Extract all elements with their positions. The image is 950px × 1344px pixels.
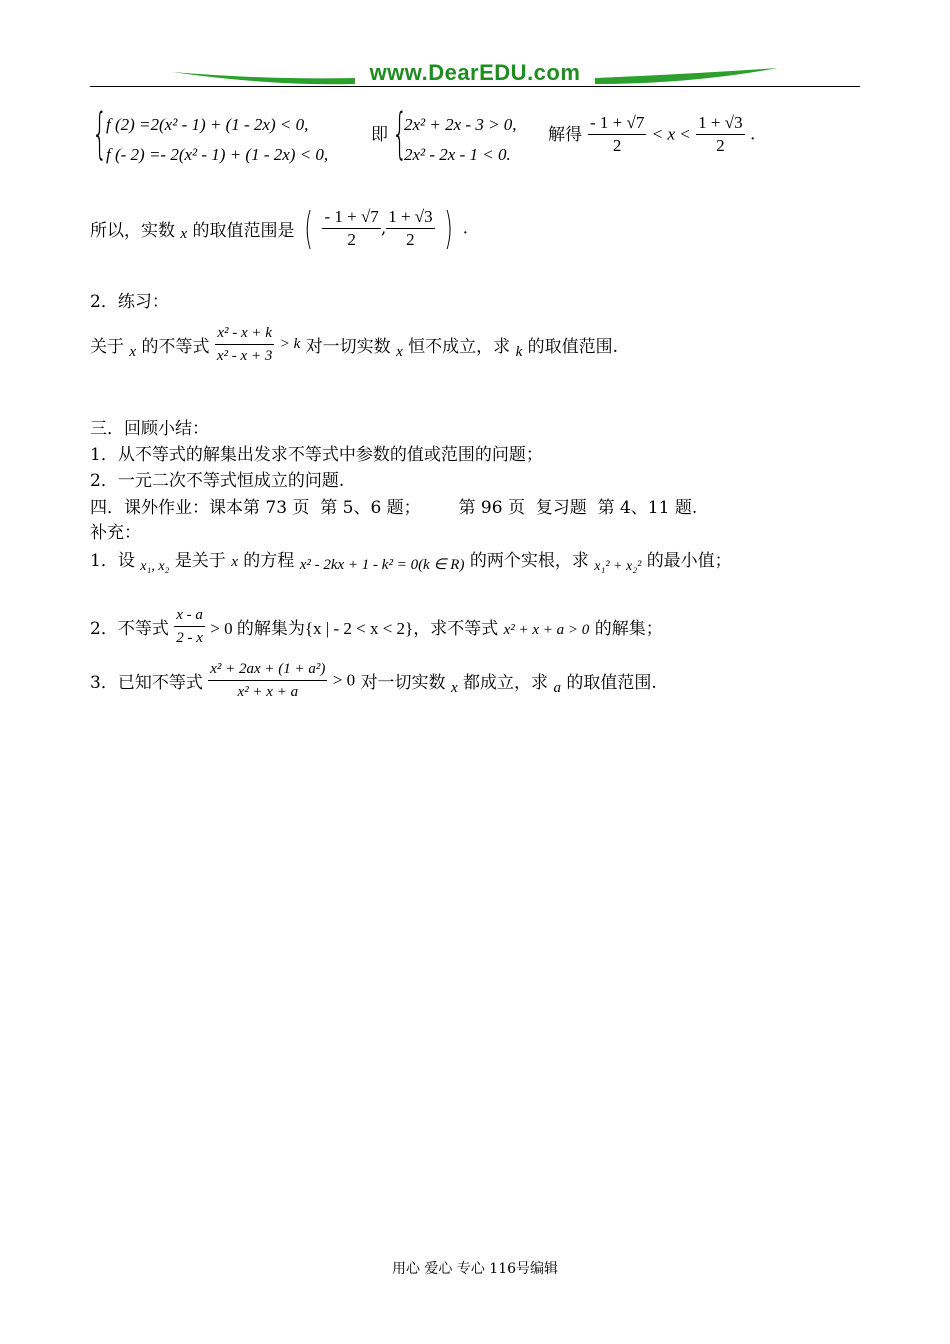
- left-brace-1: {: [92, 102, 108, 165]
- conclusion-frac-1: $\frac{- 1 + √7}{2}$: [324, 207, 379, 249]
- practice-heading: 2．练习：: [90, 292, 169, 312]
- homework-line: 四．课外作业：课本第 73 页 第 5、6 题； 第 96 页 复习题 第 4、11 题.: [90, 498, 698, 518]
- extra-question-2: 2．不等式 $\frac{x - a}{2 - x}$ > 0 的解集为{x | - 2 < x < 2}，求不等式 x² + x + a > 0 的解集；: [90, 604, 663, 649]
- page-footer: 用心 爱心 专心 116号编辑: [391, 1261, 559, 1277]
- conclusion-line: 所以，实数 x 的取值范围是 ( $\frac{- 1 + √7}{2}$ , $\frac{1 + √3}{2}$ ) .: [90, 203, 469, 254]
- practice-frac: $\frac{\text{x² - x + k}}{\text{x² - x + 3}}$: [215, 322, 274, 367]
- conclusion-frac-2: $\frac{1 + √3}{2}$: [388, 207, 433, 249]
- logo-text[interactable]: www.DearEDU.com: [369, 60, 581, 85]
- paren-left: (: [304, 203, 313, 254]
- paren-right: ): [444, 203, 453, 254]
- summary-item-1: 1．从不等式的解集出发求不等式中参数的值或范围的问题；: [90, 445, 543, 465]
- system-line-3: 2x² + 2x - 3 > 0,: [404, 115, 517, 134]
- solution-frac-1: $\frac{- 1 + √7}{2}$: [590, 113, 645, 155]
- extra-question-3: 3．已知不等式 $\frac{\text{x² + 2ax + (1 + a²)}}{\text{x² + x + a}}$ > 0 对一切实数 x 都成立，求 a 的取值范围.: [90, 658, 657, 703]
- practice-problem: 关于 x 的不等式 $\frac{\text{x² - x + k}}{\text{x² - x + 3}}$ > k 对一切实数 x 恒不成立，求 k 的取值范围.: [90, 322, 618, 367]
- extra-question-1: 1．设 $_{x_1, x_2}$ 是关于 x 的方程 x² - 2kx + 1 - k² = 0(k ∈ R) 的两个实根，求 $_{x_1^2 + x_2^2}$ 的最小值；: [90, 551, 732, 574]
- q3-frac: $\frac{\text{x² + 2ax + (1 + a²)}}{\text{x² + x + a}}$: [208, 658, 327, 703]
- header-logo: [170, 60, 780, 92]
- summary-heading: 三．回顾小结：: [90, 419, 209, 439]
- q2-frac: $\frac{x - a}{2 - x}$: [174, 604, 205, 649]
- solution-interval: $\frac{- 1 + √7}{2}$ < x < $\frac{1 + √3}{2}$ .: [590, 113, 756, 155]
- solution-frac-2: $\frac{1 + √3}{2}$: [698, 113, 743, 155]
- supplement-heading: 补充：: [90, 523, 141, 543]
- ji-label: 即: [371, 125, 388, 145]
- header-rule: [90, 86, 860, 87]
- jiede-label: 解得: [548, 125, 582, 145]
- system-line-4: 2x² - 2x - 1 < 0.: [404, 145, 511, 164]
- system-line-1: f (2) =2(x² - 1) + (1 - 2x) < 0,: [106, 115, 309, 134]
- left-brace-2: {: [392, 102, 408, 165]
- system-line-2: f (- 2) =- 2(x² - 1) + (1 - 2x) < 0,: [106, 145, 329, 164]
- summary-item-2: 2．一元二次不等式恒成立的问题.: [90, 471, 345, 491]
